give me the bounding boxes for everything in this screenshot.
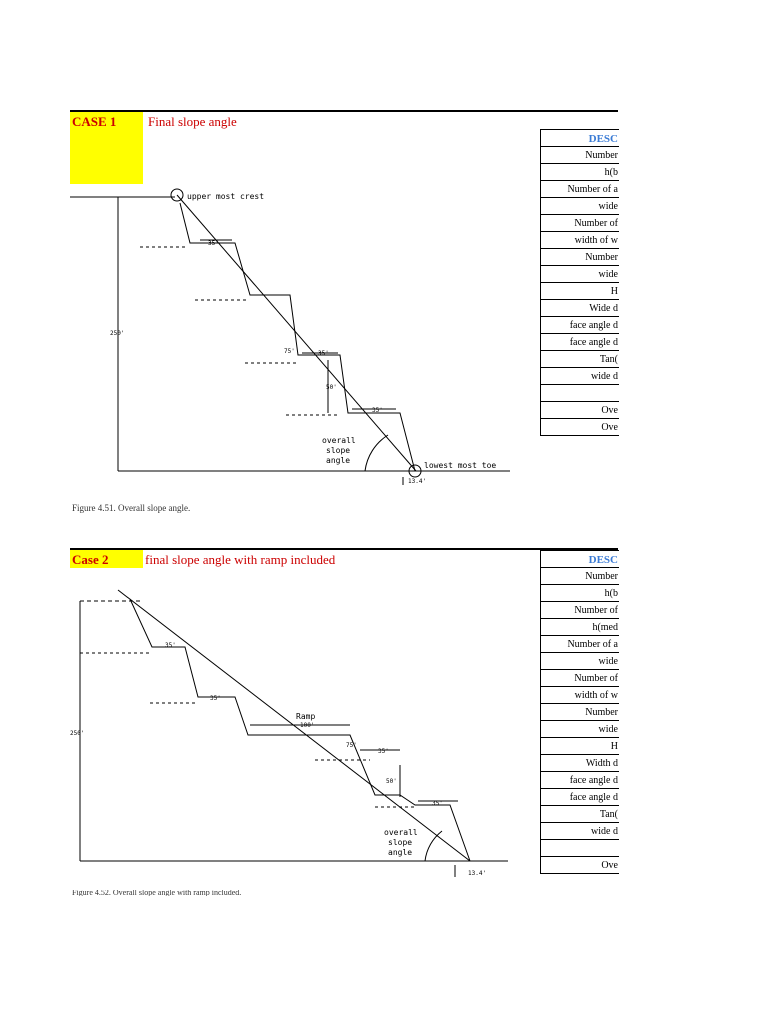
case1-table-row: wide [541,198,619,215]
case1-title: CASE 1 [72,114,117,129]
case2-table-row: wide [541,721,619,738]
case2-overall-label-1: overall [384,828,418,837]
case2-table-row: H [541,738,619,755]
case1-table-row: Number [541,147,619,164]
case1-top-rule [70,110,618,112]
case2-overall-label-3: angle [388,848,413,857]
case2-table-row: face angle d [541,772,619,789]
case2-table-row: h(b [541,585,619,602]
case2-bench-label-5: 35' [432,800,443,807]
case2-face-label: 50' [386,778,397,785]
case2-table [540,550,619,874]
case2-table-header: DESC [541,551,619,568]
case2-table-row: width of w [541,687,619,704]
case1-table-row: Number of a [541,181,619,198]
case2-table-row: wide [541,653,619,670]
case1-table-row: wide [541,266,619,283]
case1-table-row: face angle d [541,317,619,334]
case1-overall-label-3: angle [326,456,351,465]
case1-overall-label-1: overall [322,436,356,445]
case1-table-row: face angle d [541,334,619,351]
case2-table-row: Number [541,568,619,585]
case2-subtitle: final slope angle with ramp included [145,552,336,567]
case1-crest-label: upper most crest [187,192,265,201]
case1-bench-label-3: 35' [318,350,329,357]
case2-title: Case 2 [72,552,109,567]
case2-bench-label-3: 75' [346,742,357,749]
case1-face-label: 50' [326,384,337,391]
case1-toe-label: lowest most toe [424,461,497,470]
case1-table-row: Number [541,249,619,266]
case2-top-rule [70,548,618,550]
case2-table-row: Number of [541,670,619,687]
case1-table-row: h(b [541,164,619,181]
case1-table-row: Wide d [541,300,619,317]
case2-table-row: face angle d [541,789,619,806]
case2-table-row: Number of a [541,636,619,653]
case1-caption: Figure 4.51. Overall slope angle. [72,503,191,513]
case2-height-label: 250' [70,730,85,737]
case2-bench-label-1: 35' [165,642,176,649]
case1-bench-label-1: 35' [208,240,219,247]
case2-table-row [541,840,619,857]
case1-table-row [541,385,619,402]
case1-table-row: Ove [541,419,619,436]
case2-caption: Figure 4.52. Overall slope angle with ramp included. [72,890,242,896]
case1-table-header: DESC [541,130,619,147]
case2-ramp-label: Ramp [296,712,316,721]
case1-table-row: wide d [541,368,619,385]
case2-toe-dim: 13.4' [468,870,487,877]
case2-table-row: h(med [541,619,619,636]
case2-table-row: Ove [541,857,619,874]
case2-slope-diagram [70,585,520,890]
case1-bench-label-2: 75' [284,348,295,355]
case2-bench-label-4: 35' [378,748,389,755]
case1-table-row: Tan( [541,351,619,368]
case2-bench-label-2: 35' [210,695,221,702]
case1-overall-label-2: slope [326,446,351,455]
case1-table-row: Ove [541,402,619,419]
case1-height-label: 250' [110,330,125,337]
case1-table-row: width of w [541,232,619,249]
case2-ramp-width: 100' [300,722,315,729]
case1-bench-label-4: 35' [372,407,383,414]
case1-subtitle: Final slope angle [148,114,237,129]
case1-table-row: H [541,283,619,300]
case2-table-row: Tan( [541,806,619,823]
case2-table-row: Number [541,704,619,721]
case2-overall-label-2: slope [388,838,413,847]
case1-table [540,129,619,436]
case1-toe-dim: 13.4' [408,478,427,485]
case1-slope-diagram [70,185,520,500]
case2-table-row: Number of [541,602,619,619]
case1-table-row: Number of [541,215,619,232]
case2-table-row: Width d [541,755,619,772]
case2-table-row: wide d [541,823,619,840]
